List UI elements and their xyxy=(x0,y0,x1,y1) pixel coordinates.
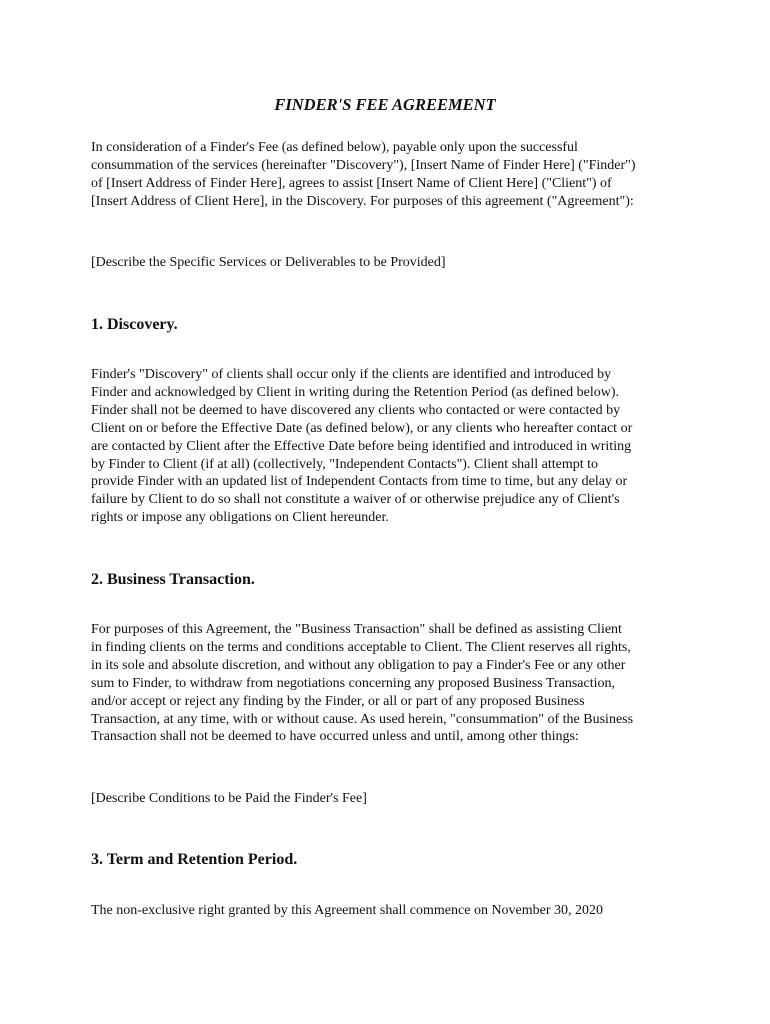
section-3-paragraph xyxy=(91,902,691,920)
conditions-placeholder: [Describe Conditions to be Paid the Finder's Fee] xyxy=(91,791,367,806)
intro-paragraph xyxy=(91,139,691,211)
section-3-line: The non-exclusive right granted by this Agreement shall commence on November 30, 2020 xyxy=(91,903,604,918)
section-1-line: failure by Client to do so shall not constitute a waiver of or otherwise prejudice any of Client's xyxy=(91,492,620,508)
document-title: FINDER'S FEE AGREEMENT xyxy=(274,95,496,114)
section-1-line: Finder shall not be deemed to have discovered any clients who contacted or were contacted by xyxy=(91,402,621,418)
intro-line: consummation of the services (hereinafter "Discovery"), [Insert Name of Finder Here] ("Finder") xyxy=(91,157,636,173)
section-2-line: For purposes of this Agreement, the "Business Transaction" shall be defined as assisting Client xyxy=(91,622,622,637)
section-1-line: provide Finder with an updated list of Independent Contacts from time to time, but any delay or xyxy=(91,474,628,490)
section-1-line: Finder's "Discovery" of clients shall occur only if the clients are identified and introduced by xyxy=(91,367,612,382)
section-2-paragraph xyxy=(91,621,691,746)
intro-line: of [Insert Address of Finder Here], agrees to assist [Insert Name of Client Here] ("Client") of xyxy=(91,175,612,191)
intro-line: In consideration of a Finder's Fee (as defined below), payable only upon the successful xyxy=(91,140,578,155)
section-2-line: Transaction shall not be deemed to have occurred unless and until, among other things: xyxy=(91,729,579,745)
intro-line: [Insert Address of Client Here], in the Discovery. For purposes of this agreement ("Agreement"): xyxy=(91,193,634,209)
section-1-paragraph xyxy=(91,366,691,527)
section-2-line: and/or accept or reject any finding by the Finder, or all or part of any proposed Business xyxy=(91,693,585,709)
section-2-line: sum to Finder, to withdraw from negotiations concerning any proposed Business Transaction, xyxy=(91,675,615,691)
section-1-line: are contacted by Client after the Effective Date before being identified and introduced in writing xyxy=(91,438,632,454)
section-2-heading: 2. Business Transaction. xyxy=(91,571,255,588)
section-1-heading: 1. Discovery. xyxy=(91,316,178,333)
section-2-line: Transaction, at any time, with or without cause. As used herein, "consummation" of the Business xyxy=(91,711,634,727)
section-1-line: rights or impose any obligations on Client hereunder. xyxy=(91,510,389,526)
section-1-line: by Finder to Client (if at all) (collectively, "Independent Contacts"). Client shall attempt to xyxy=(91,456,599,472)
services-placeholder: [Describe the Specific Services or Deliverables to be Provided] xyxy=(91,255,446,270)
section-2-line: in finding clients on the terms and conditions acceptable to Client. The Client reserves all rights, xyxy=(91,639,631,655)
section-3-heading: 3. Term and Retention Period. xyxy=(91,851,298,868)
section-1-line: Client on or before the Effective Date (as defined below), or any clients who hereafter contact or xyxy=(91,420,633,436)
section-2-line: in its sole and absolute discretion, and without any obligation to pay a Finder's Fee or any other xyxy=(91,657,626,673)
section-1-line: Finder and acknowledged by Client in writing during the Retention Period (as defined below). xyxy=(91,384,619,400)
